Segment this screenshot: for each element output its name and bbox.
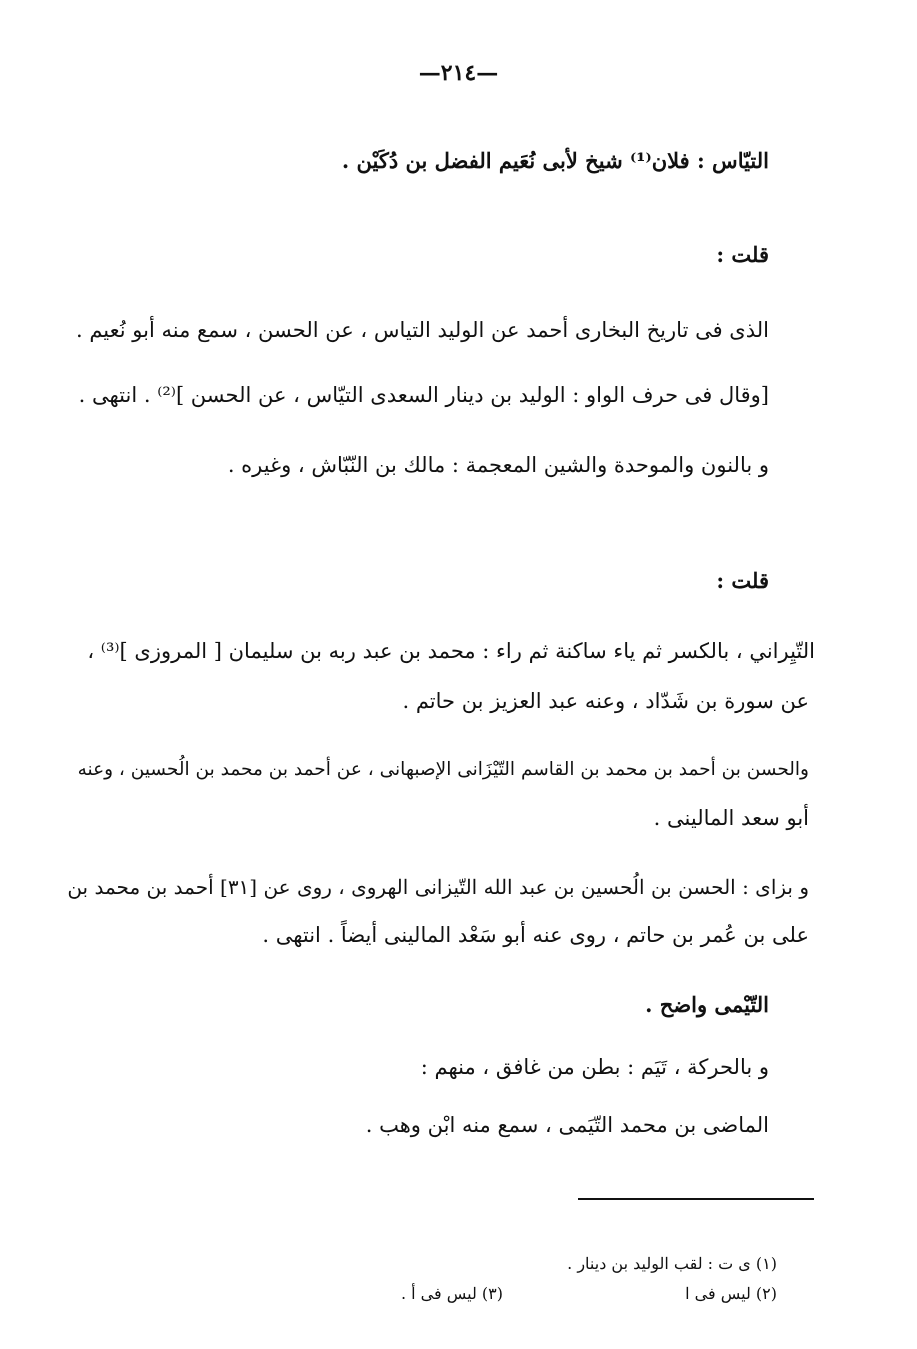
text-line-hasan-isbahani: والحسن بن أحمد بن محمد بن القاسم التّيْزَانى الإصبهانى ، عن أحمد بن محمد بن الُحسين ، وعنه (77, 759, 809, 780)
page-number: —٢١٤— (418, 60, 499, 86)
footnote-1: (١) ى ت : لقب الوليد بن دينار . (567, 1254, 777, 1273)
footnote-3: (٣) ليس فى أ . (400, 1284, 503, 1303)
text-line-sawra: عن سورة بن شَدّاد ، وعنه عبد العزيز بن حاتم . (402, 689, 809, 713)
text-line-ali-umar: على بن عُمر بن حاتم ، روى عنه أبو سَعْد المالينى أيضاً . انتهى . (262, 923, 809, 947)
text-line-zay: و بزاى : الحسن بن الُحسين بن عبد الله التّيزانى الهروى ، روى عن [٣١] أحمد بن محمد بن (67, 875, 809, 899)
entry-tayyas: التيّاس : فلان⁽¹⁾ شيخ لأبى نُعَيم الفضل بن دُكَيْن . (341, 148, 769, 173)
text-line-nun: و بالنون والموحدة والشين المعجمة : مالك بن النّبّاش ، وغيره . (227, 453, 769, 477)
text-line-malini: أبو سعد المالينى . (653, 806, 809, 830)
text-line-waw: [وقال فى حرف الواو : الوليد بن دينار السعدى التيّاس ، عن الحسن ]⁽²⁾ . انتهى . (78, 383, 769, 407)
text-line-tayrani: التّيِراني ، بالكسر ثم ياء ساكنة ثم راء : محمد بن عبد ربه بن سليمان [ المروزى ]⁽³⁾ ، (87, 639, 815, 663)
footnote-2: (٢) ليس فى ا (685, 1284, 777, 1303)
text-line-haraka: و بالحركة ، تَيَم : بطن من غافق ، منهم : (420, 1055, 769, 1079)
text-line-madi: الماضى بن محمد التّيَمى ، سمع منه ابْن وهب . (365, 1113, 769, 1137)
footnote-divider (578, 1198, 814, 1200)
text-line-taymi: التّيْمى واضح . (645, 992, 769, 1017)
qultu-heading-1: قلت : (716, 242, 769, 267)
qultu-heading-2: قلت : (716, 568, 769, 593)
text-line-bukhari: الذى فى تاريخ البخارى أحمد عن الوليد التياس ، عن الحسن ، سمع منه أبو نُعيم . (75, 318, 769, 342)
